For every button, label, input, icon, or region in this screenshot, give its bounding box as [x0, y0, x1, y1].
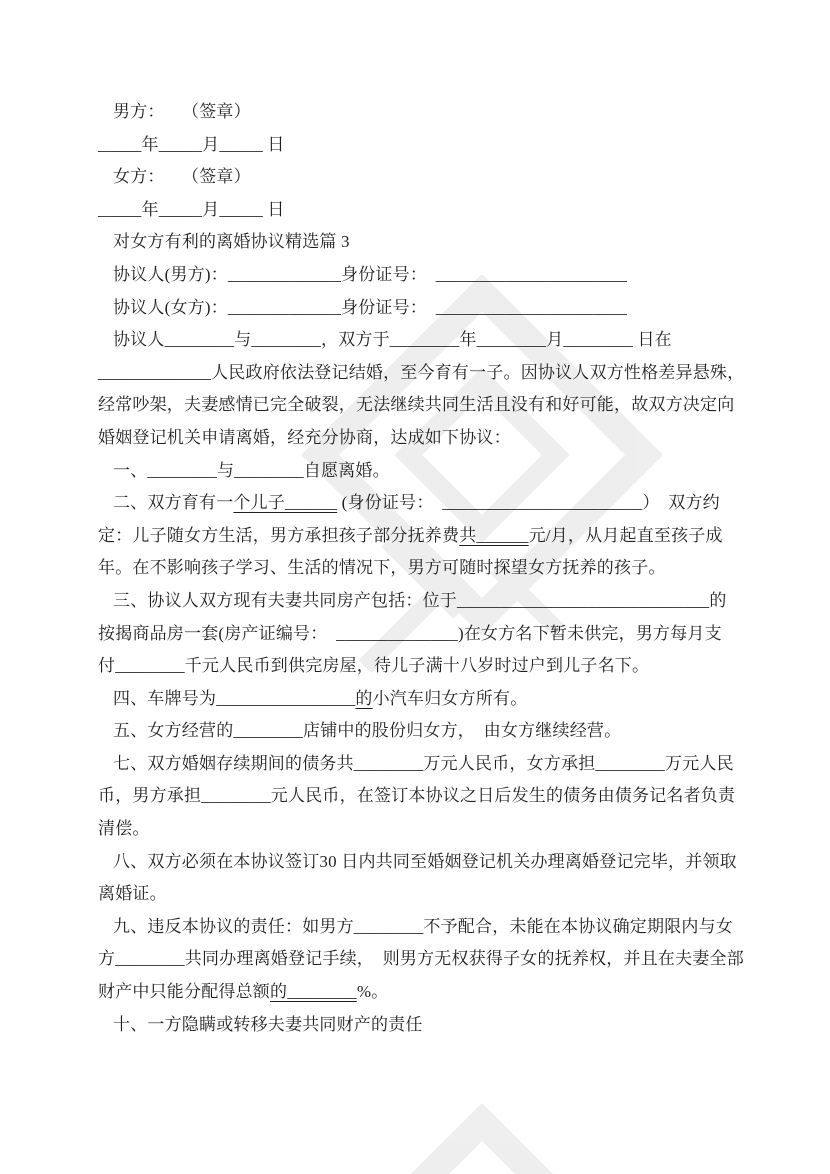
text-run: 协议人(女方)：_____________身份证号： ______________________	[113, 297, 628, 317]
doc-line	[98, 943, 746, 976]
clause-3	[98, 585, 746, 618]
text-run: 对女方有利的离婚协议精选篇 3	[113, 232, 350, 252]
text-run: 九、违反本协议的责任：如男方________不予配合，未能在本协议确定期限内与女	[113, 916, 733, 936]
text-run: 付________千元人民币到供完房屋，待儿子满十八岁时过户到儿子名下。	[98, 656, 650, 676]
text-run: 币，男方承担________元人民币，在签订本协议之日后发生的债务由债务记名者负责	[98, 786, 736, 806]
doc-line	[98, 552, 746, 585]
doc-line	[98, 650, 746, 683]
doc-line	[98, 878, 746, 911]
text-run: 财产中只能分配得总额	[98, 982, 270, 1002]
underlined-text-run: 的	[355, 688, 373, 708]
text-run: 离婚证。	[98, 884, 167, 904]
clause-8	[98, 846, 746, 879]
doc-title	[98, 226, 746, 259]
text-run: 一、________与________自愿离婚。	[113, 460, 390, 480]
text-run: 二、双方育有一	[113, 493, 234, 513]
doc-line	[98, 520, 746, 553]
text-run: 三、协议人双方现有夫妻共同房产包括：位于	[113, 590, 457, 610]
text-run: 经常吵架，夫妻感情已完全破裂，无法继续共同生活且没有和好可能，故双方决定向	[98, 395, 735, 415]
text-run: 元/月，从月起直至孩子成	[528, 525, 723, 545]
text-run: 按揭商品房一套(房产证编号： ______________)在女方名下暂未供完，男方每月支	[98, 623, 722, 643]
text-run: 的	[709, 590, 727, 610]
clause-5	[98, 715, 746, 748]
text-run: 清偿。	[98, 819, 150, 839]
underlined-text-run: 个儿子______	[233, 493, 338, 513]
clause-9	[98, 911, 746, 944]
doc-line	[98, 618, 746, 651]
text-run: 婚姻登记机关申请离婚，经充分协商，达成如下协议：	[98, 427, 511, 447]
text-run: 女方： （签章）	[113, 167, 251, 187]
clause-10	[98, 1009, 746, 1042]
text-run: %。	[356, 982, 389, 1002]
underlined-text-run: 的________	[270, 982, 357, 1002]
document-content	[98, 96, 746, 1041]
date-blank-line	[98, 129, 746, 162]
text-run: ） 双方约	[642, 493, 720, 513]
text-run: 定：儿子随女方生活，男方承担孩子部分抚养费	[98, 525, 460, 545]
clause-7	[98, 748, 746, 781]
text-run: 五、女方经营的________店铺中的股份归女方， 由女方继续经营。	[113, 721, 622, 741]
text-run: 男方： （签章）	[113, 102, 251, 121]
signature-label-male	[98, 96, 746, 129]
text-run: 八、双方必须在本协议签订30 日内共同至婚姻登记机关办理离婚登记完毕，并领取	[113, 851, 737, 871]
clause-2	[98, 487, 746, 520]
signature-label-female	[98, 161, 746, 194]
doc-line	[98, 389, 746, 422]
text-run: 四、车牌号为	[113, 688, 217, 708]
text-run: ________________	[216, 688, 356, 708]
underlined-text-run: 共______	[459, 525, 529, 545]
clause-4	[98, 683, 746, 716]
text-run: 七、双方婚姻存续期间的债务共________万元人民币，女方承担________万元人民	[113, 753, 734, 773]
text-run: _______________________	[442, 493, 643, 513]
text-run: 协议人(男方)：_____________身份证号： ______________________	[113, 264, 628, 284]
doc-line	[98, 813, 746, 846]
party-male-line	[98, 259, 746, 292]
site-logo-watermark	[302, 1104, 662, 1174]
text-run: _____年_____月_____ 日	[98, 134, 285, 154]
doc-line	[98, 780, 746, 813]
doc-line	[98, 976, 746, 1009]
text-run: 方________共同办理离婚登记手续， 则男方无权获得子女的抚养权，并且在夫妻全部	[98, 949, 744, 969]
text-run: (身份证号：	[337, 493, 443, 513]
text-run: _____年_____月_____ 日	[98, 199, 285, 219]
date-blank-line	[98, 194, 746, 227]
party-female-line	[98, 292, 746, 325]
doc-line	[98, 324, 746, 357]
text-run: 协议人________与________，双方于________年________月________ 日在	[113, 330, 672, 350]
doc-line	[98, 357, 746, 390]
text-run: 年。在不影响孩子学习、生活的情况下，男方可随时探望女方抚养的孩子。	[98, 558, 666, 578]
text-run: _____________人民政府依法登记结婚，至今育有一子。因协议人双方性格差异悬殊，	[98, 362, 745, 382]
text-run: 十、一方隐瞒或转移夫妻共同财产的责任	[113, 1014, 423, 1034]
doc-line	[98, 422, 746, 455]
text-run: _____________________________	[457, 590, 710, 610]
text-run: 小汽车归女方所有。	[372, 688, 528, 708]
clause-1	[98, 455, 746, 488]
